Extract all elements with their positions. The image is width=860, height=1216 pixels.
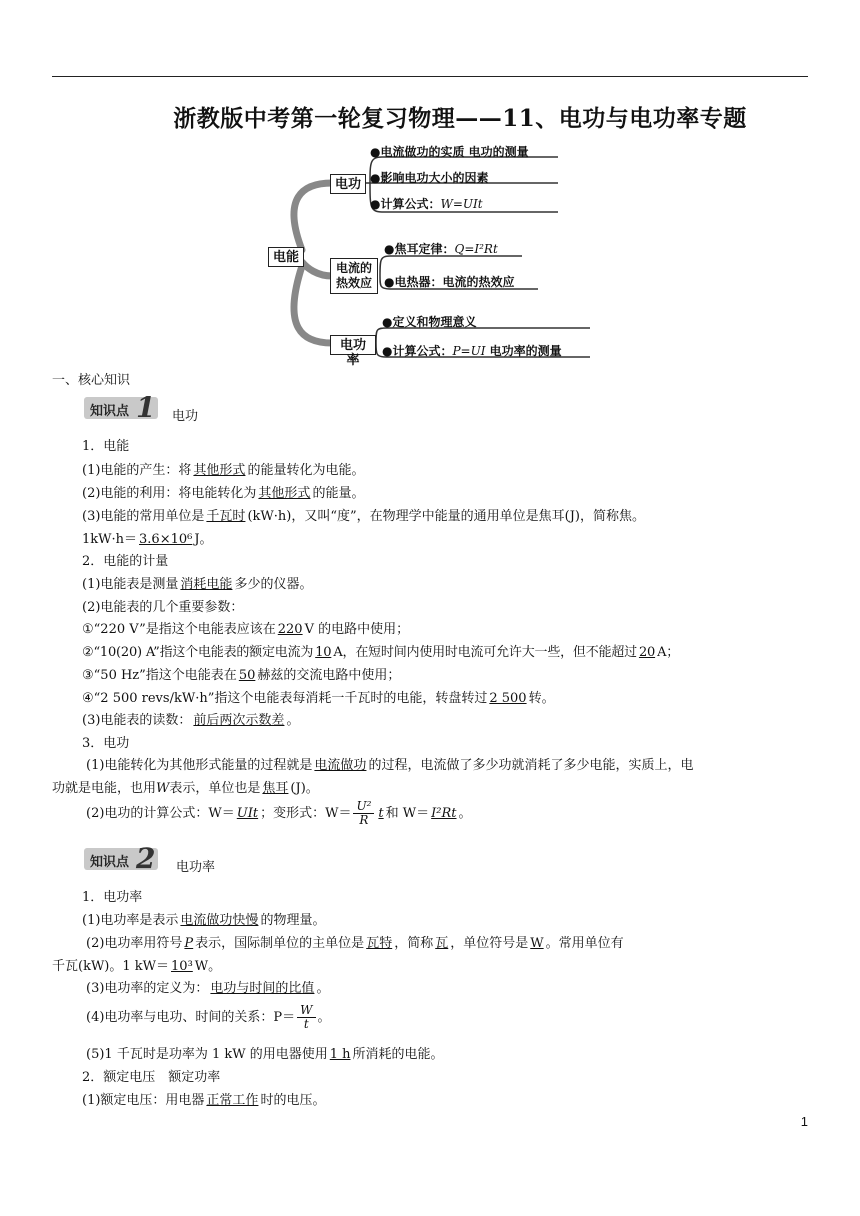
formula-fraction: $\frac{\text{U²}}{R}$ — [353, 800, 374, 827]
text-line: (2)电功的计算公式：W＝ UIt ；变形式：W＝ $\frac{\text{U²}}{R}$ t 和 W＝ I²Rt 。 — [86, 799, 472, 827]
knowledge-point-label: 电功 — [172, 409, 199, 424]
subheading: 3．电功 — [82, 736, 130, 751]
formula-fraction: $\frac{W}{t}$ — [297, 1004, 315, 1031]
mind-map-leaf: ●焦耳定律：Q=I²Rt — [384, 242, 498, 256]
mind-map-leaf: ●计算公式：P=UI 电功率的测量 — [382, 344, 562, 358]
text-line: (3)电能表的读数： 前后两次示数差 。 — [82, 713, 300, 728]
subheading: 1．电能 — [82, 439, 130, 454]
mind-map-branch-electric-work: 电功 — [330, 174, 366, 194]
text-line: 千瓦(kW)。1 kW＝ 10³ W。 — [52, 959, 222, 974]
mind-map-leaf: ●定义和物理意义 — [382, 315, 477, 329]
text-line: (1)电能的产生：将 其他形式 的能量转化为电能。 — [82, 463, 365, 478]
text-line: ③“50 Hz”指这个电能表在 50 赫兹的交流电路中使用； — [82, 668, 401, 683]
mind-map-leaf: ●计算公式：W=UIt — [370, 197, 483, 211]
text-line: (3)电功率的定义为： 电功与时间的比值 。 — [86, 981, 330, 996]
page-title: 浙教版中考第一轮复习物理——11、电功与电功率专题 — [173, 105, 747, 132]
section-heading: 一、核心知识 — [52, 373, 131, 388]
text-line: ①“220 V”是指这个电能表应该在 220 V 的电路中使用； — [82, 622, 410, 637]
knowledge-point-badge: 知识点 1 — [84, 397, 158, 419]
text-line: (1)电能转化为其他形式能量的过程就是 电流做功 的过程，电流做了多少功就消耗了多少电能，实质上，电 — [86, 758, 694, 773]
text-line: (3)电能的常用单位是 千瓦时 (kW·h)，又叫“度”，在物理学中能量的通用单位是焦耳(J)，简称焦。 — [82, 509, 645, 524]
text-line: 功就是电能，也用W表示，单位也是 焦耳 (J)。 — [52, 781, 319, 796]
subheading: 2．额定电压 额定功率 — [82, 1070, 221, 1085]
text-line: (2)电能的利用：将电能转化为 其他形式 的能量。 — [82, 486, 365, 501]
text-line: (1)电功率是表示 电流做功快慢 的物理量。 — [82, 913, 326, 928]
text-line: (2)电能表的几个重要参数： — [82, 600, 244, 615]
mind-map-leaf: ●电热器：电流的热效应 — [384, 275, 515, 289]
subheading: 2．电能的计量 — [82, 554, 169, 569]
text-line: (2)电功率用符号 P 表示，国际制单位的主单位是 瓦特 ，简称 瓦 ，单位符号是 W 。常用单位有 — [86, 936, 624, 951]
mind-map-leaf: ●电流做功的实质 电功的测量 — [370, 145, 529, 159]
mind-map-root: 电能 — [268, 247, 304, 267]
mind-map-branch-heating-effect: 电流的热效应 — [330, 258, 378, 294]
text-line: (1)电能表是测量 消耗电能 多少的仪器。 — [82, 577, 313, 592]
mind-map — [262, 138, 602, 368]
mind-map-leaf: ●影响电功大小的因素 — [370, 171, 489, 185]
text-line: 1kW·h＝ 3.6×10⁶ J。 — [82, 532, 213, 547]
knowledge-point-label: 电功率 — [176, 860, 216, 875]
text-line: (5)1 千瓦时是功率为 1 kW 的用电器使用 1 h 所消耗的电能。 — [86, 1047, 444, 1062]
mind-map-branch-electric-power: 电功率 — [330, 335, 376, 355]
subheading: 1．电功率 — [82, 890, 143, 905]
text-line: ②“10(20) A”指这个电能表的额定电流为 10 A，在短时间内使用时电流可允许大一些，但不能超过 20 A； — [82, 645, 680, 660]
top-rule — [52, 76, 808, 77]
knowledge-point-badge: 知识点 2 — [84, 848, 158, 870]
page-number: 1 — [800, 1114, 808, 1129]
text-line: (1)额定电压：用电器 正常工作 时的电压。 — [82, 1093, 326, 1108]
text-line: ④“2 500 revs/kW·h”指这个电能表每消耗一千瓦时的电能，转盘转过 2 500 转。 — [82, 691, 555, 706]
text-line: (4)电功率与电功、时间的关系：P＝ $\frac{W}{t}$ 。 — [86, 1003, 331, 1031]
